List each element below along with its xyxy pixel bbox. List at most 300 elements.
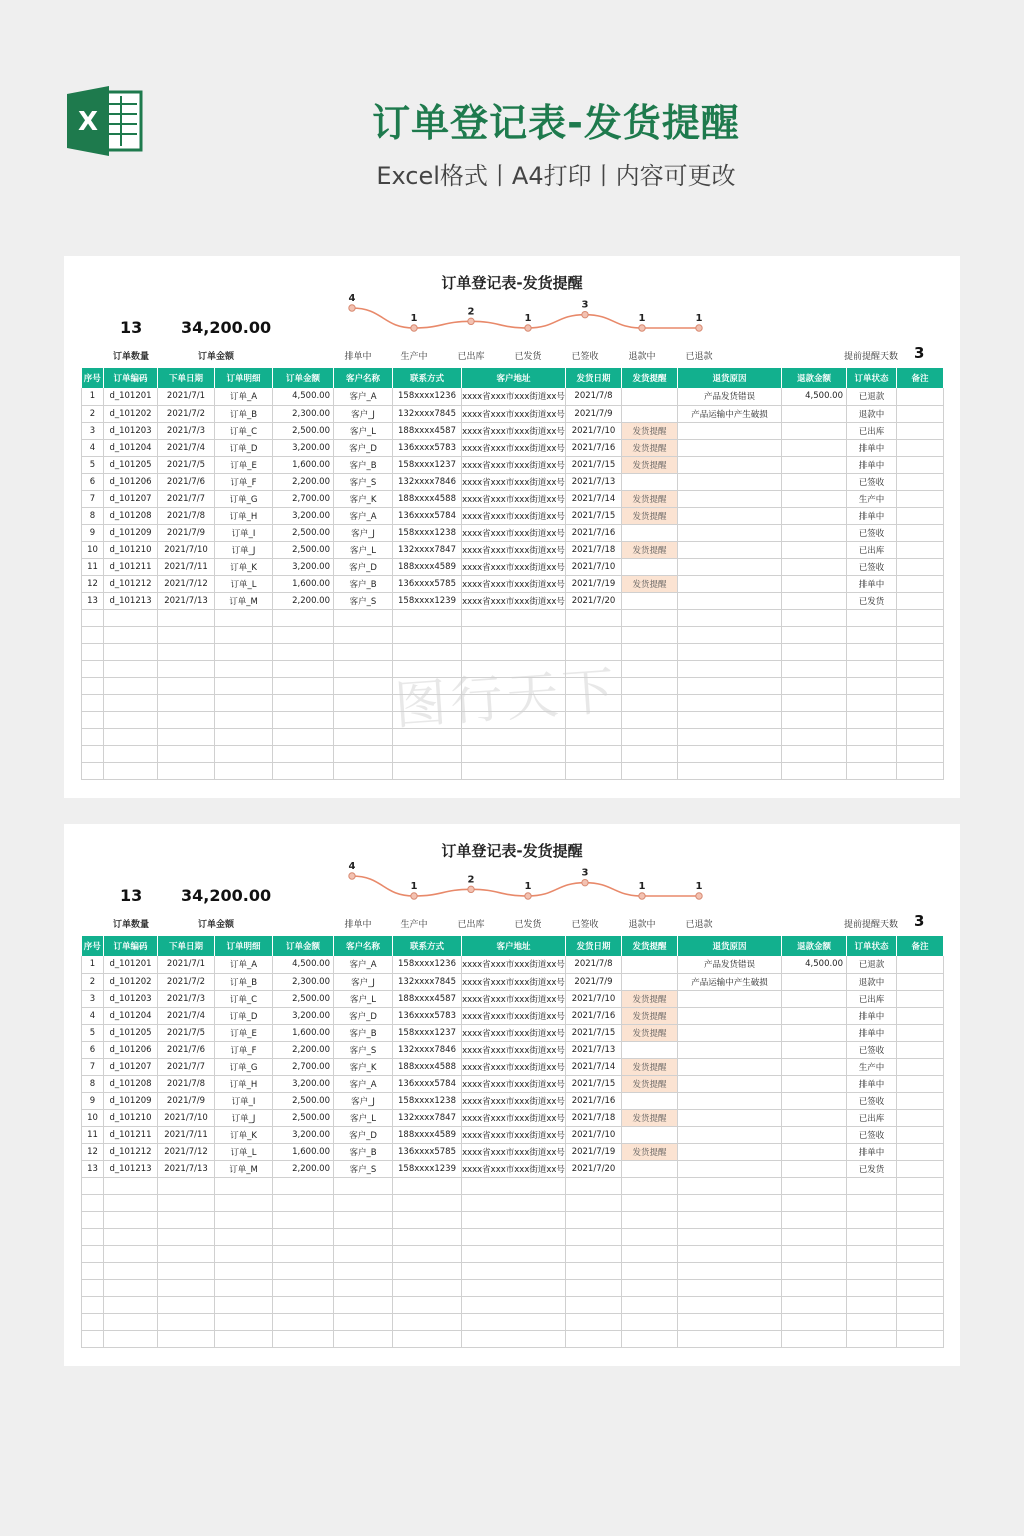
remind-days-value: 3 xyxy=(914,912,925,930)
sparkline-point xyxy=(639,893,645,899)
table-cell xyxy=(678,558,782,575)
empty-cell xyxy=(215,677,273,694)
table-cell xyxy=(897,1058,944,1075)
empty-cell xyxy=(566,1296,622,1313)
table-row xyxy=(82,541,944,558)
table-cell xyxy=(782,1041,847,1058)
table-cell: 客户_A xyxy=(334,956,393,973)
table-cell xyxy=(678,1126,782,1143)
table-cell xyxy=(678,1024,782,1041)
empty-cell xyxy=(104,1313,158,1330)
empty-cell xyxy=(334,1313,393,1330)
empty-cell xyxy=(82,1330,104,1347)
table-cell xyxy=(897,1075,944,1092)
table-cell xyxy=(622,1092,678,1109)
table-cell: 订单_F xyxy=(215,473,273,490)
empty-cell xyxy=(215,1262,273,1279)
empty-cell xyxy=(782,660,847,677)
empty-cell xyxy=(158,1262,215,1279)
table-cell: 2021/7/16 xyxy=(566,524,622,541)
table-cell: 已出库 xyxy=(847,422,897,439)
table-cell xyxy=(897,1007,944,1024)
empty-cell xyxy=(462,1330,566,1347)
column-header: 客户名称 xyxy=(334,936,393,956)
table-cell: d_101213 xyxy=(104,592,158,609)
empty-cell xyxy=(158,1296,215,1313)
table-cell: xxxx省xxx市xxx街道xx号 xyxy=(462,439,566,456)
table-cell: 订单_K xyxy=(215,1126,273,1143)
empty-cell xyxy=(897,1262,944,1279)
table-cell: 3,200.00 xyxy=(273,558,334,575)
table-cell xyxy=(782,507,847,524)
empty-cell xyxy=(782,1330,847,1347)
empty-cell xyxy=(273,1245,334,1262)
table-cell: xxxx省xxx市xxx街道xx号 xyxy=(462,541,566,558)
status-label: 生产中 xyxy=(400,352,428,362)
order-count-label: 订单数量 xyxy=(113,920,150,930)
table-cell: 2021/7/20 xyxy=(566,1160,622,1177)
empty-row xyxy=(82,643,944,660)
empty-cell xyxy=(678,1228,782,1245)
table-cell: 客户_B xyxy=(334,1143,393,1160)
status-label: 退款中 xyxy=(628,352,656,362)
table-cell: 订单_B xyxy=(215,973,273,990)
table-cell: d_101203 xyxy=(104,422,158,439)
status-label: 已出库 xyxy=(457,352,485,362)
empty-cell xyxy=(782,1279,847,1296)
table-cell: 1 xyxy=(82,388,104,405)
table-cell xyxy=(782,1109,847,1126)
empty-cell xyxy=(782,728,847,745)
table-cell: 2021/7/13 xyxy=(158,592,215,609)
table-cell: d_101209 xyxy=(104,524,158,541)
empty-cell xyxy=(158,660,215,677)
table-cell: 4,500.00 xyxy=(273,956,334,973)
empty-cell xyxy=(897,1245,944,1262)
table-header-row xyxy=(82,368,944,388)
empty-cell xyxy=(847,1228,897,1245)
empty-cell xyxy=(897,1330,944,1347)
status-label: 退款中 xyxy=(628,920,656,930)
table-cell xyxy=(782,1092,847,1109)
table-cell xyxy=(678,1007,782,1024)
table-cell: 订单_G xyxy=(215,1058,273,1075)
table-cell: 已出库 xyxy=(847,990,897,1007)
table-cell: d_101204 xyxy=(104,439,158,456)
table-cell: xxxx省xxx市xxx街道xx号 xyxy=(462,388,566,405)
table-cell xyxy=(782,1058,847,1075)
empty-cell xyxy=(462,1228,566,1245)
empty-cell xyxy=(566,626,622,643)
empty-cell xyxy=(847,1296,897,1313)
table-cell: 已签收 xyxy=(847,1041,897,1058)
status-label: 排单中 xyxy=(344,920,372,930)
remind-days-label: 提前提醒天数 xyxy=(844,352,899,362)
empty-cell xyxy=(104,1262,158,1279)
sparkline-point xyxy=(411,893,417,899)
table-cell: 客户_L xyxy=(334,541,393,558)
table-cell: 2021/7/12 xyxy=(158,575,215,592)
empty-cell xyxy=(82,762,104,779)
table-cell: 2021/7/1 xyxy=(158,956,215,973)
table-cell: 2021/7/11 xyxy=(158,1126,215,1143)
table-cell: 2,700.00 xyxy=(273,490,334,507)
empty-cell xyxy=(678,762,782,779)
table-cell: 2021/7/15 xyxy=(566,1024,622,1041)
table-cell xyxy=(897,1041,944,1058)
column-header: 订单明细 xyxy=(215,936,273,956)
empty-cell xyxy=(104,762,158,779)
empty-cell xyxy=(462,643,566,660)
table-cell: 客户_S xyxy=(334,1160,393,1177)
empty-cell xyxy=(334,609,393,626)
empty-cell xyxy=(462,1279,566,1296)
table-cell: 发货提醒 xyxy=(622,990,678,1007)
table-cell: 排单中 xyxy=(847,507,897,524)
empty-cell xyxy=(393,694,462,711)
table-cell: 2021/7/10 xyxy=(158,1109,215,1126)
table-cell: 客户_S xyxy=(334,592,393,609)
table-cell: 排单中 xyxy=(847,439,897,456)
empty-cell xyxy=(273,1228,334,1245)
table-cell: 7 xyxy=(82,1058,104,1075)
order-amount-value: 34,200.00 xyxy=(181,318,272,337)
table-row xyxy=(82,524,944,541)
column-header: 发货日期 xyxy=(566,368,622,388)
empty-cell xyxy=(462,1313,566,1330)
table-cell: 1,600.00 xyxy=(273,1143,334,1160)
column-header: 订单金额 xyxy=(273,368,334,388)
empty-cell xyxy=(82,609,104,626)
table-cell: xxxx省xxx市xxx街道xx号 xyxy=(462,405,566,422)
empty-cell xyxy=(393,762,462,779)
table-cell xyxy=(782,456,847,473)
empty-cell xyxy=(393,711,462,728)
empty-row xyxy=(82,1194,944,1211)
table-cell xyxy=(897,405,944,422)
empty-cell xyxy=(897,762,944,779)
table-cell: 2021/7/13 xyxy=(566,473,622,490)
empty-cell xyxy=(273,745,334,762)
empty-cell xyxy=(104,711,158,728)
table-cell xyxy=(782,973,847,990)
empty-cell xyxy=(847,1279,897,1296)
table-cell xyxy=(897,558,944,575)
table-cell: 已发货 xyxy=(847,592,897,609)
table-cell: 生产中 xyxy=(847,490,897,507)
sparkline-value-label: 3 xyxy=(581,299,589,311)
table-cell: 订单_J xyxy=(215,541,273,558)
table-cell: 订单_C xyxy=(215,990,273,1007)
table-cell: 6 xyxy=(82,1041,104,1058)
table-cell: 客户_B xyxy=(334,1024,393,1041)
table-cell: 生产中 xyxy=(847,1058,897,1075)
table-cell: xxxx省xxx市xxx街道xx号 xyxy=(462,973,566,990)
table-cell: 发货提醒 xyxy=(622,1024,678,1041)
empty-cell xyxy=(622,762,678,779)
table-cell: 8 xyxy=(82,1075,104,1092)
empty-cell xyxy=(897,1211,944,1228)
table-cell xyxy=(782,524,847,541)
empty-cell xyxy=(82,1296,104,1313)
table-cell xyxy=(622,973,678,990)
empty-cell xyxy=(782,643,847,660)
empty-cell xyxy=(82,677,104,694)
table-cell: 发货提醒 xyxy=(622,1075,678,1092)
table-cell: 4 xyxy=(82,1007,104,1024)
table-cell: 订单_I xyxy=(215,1092,273,1109)
table-cell: 发货提醒 xyxy=(622,439,678,456)
table-row xyxy=(82,507,944,524)
empty-cell xyxy=(566,1211,622,1228)
table-cell: 188xxxx4589 xyxy=(393,1126,462,1143)
empty-row xyxy=(82,1313,944,1330)
table-cell xyxy=(782,1075,847,1092)
empty-cell xyxy=(847,1330,897,1347)
order-amount-value: 34,200.00 xyxy=(181,886,272,905)
table-cell: 客户_A xyxy=(334,388,393,405)
empty-cell xyxy=(215,1194,273,1211)
empty-cell xyxy=(158,1228,215,1245)
table-cell: 6 xyxy=(82,473,104,490)
table-cell: d_101211 xyxy=(104,558,158,575)
table-cell xyxy=(678,490,782,507)
table-cell: 订单_G xyxy=(215,490,273,507)
table-cell: 客户_J xyxy=(334,405,393,422)
empty-cell xyxy=(393,1177,462,1194)
empty-row xyxy=(82,745,944,762)
empty-cell xyxy=(847,694,897,711)
empty-cell xyxy=(273,1330,334,1347)
table-cell: d_101205 xyxy=(104,456,158,473)
table-cell xyxy=(897,1109,944,1126)
table-cell: d_101205 xyxy=(104,1024,158,1041)
empty-cell xyxy=(273,643,334,660)
table-cell: 订单_D xyxy=(215,1007,273,1024)
table-cell: 已签收 xyxy=(847,558,897,575)
status-label: 已发货 xyxy=(514,920,542,930)
empty-cell xyxy=(462,1211,566,1228)
empty-cell xyxy=(273,626,334,643)
table-cell: xxxx省xxx市xxx街道xx号 xyxy=(462,1160,566,1177)
table-cell: 发货提醒 xyxy=(622,1058,678,1075)
empty-cell xyxy=(462,1194,566,1211)
table-cell xyxy=(782,405,847,422)
table-cell: xxxx省xxx市xxx街道xx号 xyxy=(462,490,566,507)
table-row xyxy=(82,388,944,405)
empty-cell xyxy=(215,609,273,626)
table-cell: 客户_D xyxy=(334,1007,393,1024)
table-cell: 2021/7/10 xyxy=(566,990,622,1007)
table-row xyxy=(82,1007,944,1024)
table-row xyxy=(82,558,944,575)
table-cell: 2021/7/19 xyxy=(566,1143,622,1160)
table-cell: xxxx省xxx市xxx街道xx号 xyxy=(462,1058,566,1075)
table-cell xyxy=(897,388,944,405)
table-cell: d_101202 xyxy=(104,973,158,990)
empty-cell xyxy=(104,745,158,762)
svg-text:X: X xyxy=(77,107,99,137)
empty-cell xyxy=(897,1194,944,1211)
empty-cell xyxy=(462,609,566,626)
table-cell: 订单_C xyxy=(215,422,273,439)
table-cell: 1,600.00 xyxy=(273,575,334,592)
empty-cell xyxy=(622,609,678,626)
table-cell: 发货提醒 xyxy=(622,541,678,558)
empty-cell xyxy=(462,626,566,643)
table-cell: 12 xyxy=(82,575,104,592)
table-cell: d_101209 xyxy=(104,1092,158,1109)
table-cell xyxy=(897,507,944,524)
empty-cell xyxy=(782,1211,847,1228)
empty-cell xyxy=(622,643,678,660)
table-cell: 排单中 xyxy=(847,1075,897,1092)
empty-cell xyxy=(334,1211,393,1228)
column-header: 下单日期 xyxy=(158,368,215,388)
column-header: 退货原因 xyxy=(678,936,782,956)
table-cell: 2021/7/13 xyxy=(566,1041,622,1058)
status-label: 已退款 xyxy=(685,920,713,930)
empty-cell xyxy=(104,728,158,745)
sparkline-point xyxy=(696,893,702,899)
table-cell: 158xxxx1239 xyxy=(393,592,462,609)
table-cell: xxxx省xxx市xxx街道xx号 xyxy=(462,507,566,524)
empty-cell xyxy=(897,1279,944,1296)
empty-cell xyxy=(622,1245,678,1262)
table-cell: 客户_K xyxy=(334,1058,393,1075)
sparkline-value-label: 1 xyxy=(524,881,532,892)
empty-cell xyxy=(566,1262,622,1279)
empty-cell xyxy=(215,1296,273,1313)
sparkline-value-label: 1 xyxy=(695,313,703,324)
order-count-value: 13 xyxy=(120,318,143,337)
table-cell xyxy=(678,575,782,592)
table-cell: 订单_H xyxy=(215,1075,273,1092)
table-cell: 订单_L xyxy=(215,1143,273,1160)
table-cell: 136xxxx5785 xyxy=(393,575,462,592)
sheet-title: 订单登记表-发货提醒 xyxy=(441,274,583,292)
table-cell xyxy=(678,1075,782,1092)
table-cell: 客户_S xyxy=(334,473,393,490)
table-cell: 客户_D xyxy=(334,439,393,456)
remind-days-label: 提前提醒天数 xyxy=(844,920,899,930)
empty-cell xyxy=(82,660,104,677)
table-cell: 排单中 xyxy=(847,1007,897,1024)
table-cell: 已退款 xyxy=(847,388,897,405)
table-cell: 客户_J xyxy=(334,973,393,990)
empty-cell xyxy=(393,1330,462,1347)
table-cell: 2021/7/20 xyxy=(566,592,622,609)
table-row xyxy=(82,1109,944,1126)
sparkline-value-label: 2 xyxy=(467,306,475,318)
column-header: 订单明细 xyxy=(215,368,273,388)
empty-cell xyxy=(104,1194,158,1211)
empty-cell xyxy=(897,745,944,762)
table-cell: 10 xyxy=(82,541,104,558)
empty-cell xyxy=(158,1211,215,1228)
table-cell xyxy=(622,473,678,490)
sparkline-value-label: 4 xyxy=(348,293,356,304)
table-row xyxy=(82,422,944,439)
empty-cell xyxy=(622,677,678,694)
empty-cell xyxy=(104,1228,158,1245)
empty-cell xyxy=(847,660,897,677)
table-cell: xxxx省xxx市xxx街道xx号 xyxy=(462,1041,566,1058)
empty-cell xyxy=(393,677,462,694)
empty-cell xyxy=(104,1279,158,1296)
table-cell xyxy=(782,1160,847,1177)
sheet-preview-1 xyxy=(64,256,960,798)
empty-row xyxy=(82,1262,944,1279)
table-cell: 4,500.00 xyxy=(782,956,847,973)
column-header: 退款金额 xyxy=(782,368,847,388)
table-cell: 已签收 xyxy=(847,473,897,490)
empty-cell xyxy=(393,1228,462,1245)
empty-cell xyxy=(622,1330,678,1347)
table-cell: 136xxxx5785 xyxy=(393,1143,462,1160)
table-cell: 132xxxx7846 xyxy=(393,1041,462,1058)
empty-cell xyxy=(782,1296,847,1313)
table-cell: d_101202 xyxy=(104,405,158,422)
empty-cell xyxy=(566,711,622,728)
empty-cell xyxy=(462,1245,566,1262)
empty-cell xyxy=(104,694,158,711)
sparkline-value-label: 1 xyxy=(638,313,646,324)
table-cell: xxxx省xxx市xxx街道xx号 xyxy=(462,473,566,490)
column-header: 发货提醒 xyxy=(622,936,678,956)
table-cell: 188xxxx4587 xyxy=(393,990,462,1007)
empty-cell xyxy=(215,745,273,762)
table-cell: 132xxxx7847 xyxy=(393,541,462,558)
empty-cell xyxy=(462,711,566,728)
table-cell: 2021/7/10 xyxy=(566,1126,622,1143)
table-cell xyxy=(622,388,678,405)
empty-cell xyxy=(566,694,622,711)
table-cell: 客户_J xyxy=(334,524,393,541)
empty-cell xyxy=(273,694,334,711)
table-cell xyxy=(622,524,678,541)
table-cell xyxy=(678,1160,782,1177)
empty-cell xyxy=(82,694,104,711)
status-label: 生产中 xyxy=(400,920,428,930)
table-cell xyxy=(897,541,944,558)
table-cell: 10 xyxy=(82,1109,104,1126)
table-cell xyxy=(897,1024,944,1041)
table-cell: 已退款 xyxy=(847,956,897,973)
table-cell: xxxx省xxx市xxx街道xx号 xyxy=(462,990,566,1007)
table-cell: 2,300.00 xyxy=(273,973,334,990)
table-cell: 客户_D xyxy=(334,1126,393,1143)
table-cell: 2,200.00 xyxy=(273,473,334,490)
table-cell: 订单_F xyxy=(215,1041,273,1058)
table-cell: 158xxxx1237 xyxy=(393,1024,462,1041)
table-cell: 排单中 xyxy=(847,1143,897,1160)
table-cell: 5 xyxy=(82,1024,104,1041)
sparkline-point xyxy=(525,893,531,899)
table-cell: 2021/7/14 xyxy=(566,490,622,507)
empty-cell xyxy=(897,1228,944,1245)
table-cell: 客户_D xyxy=(334,558,393,575)
table-cell: 已签收 xyxy=(847,1126,897,1143)
table-cell: 订单_H xyxy=(215,507,273,524)
empty-cell xyxy=(622,711,678,728)
table-cell: 2021/7/7 xyxy=(158,1058,215,1075)
table-cell: 2021/7/10 xyxy=(566,558,622,575)
empty-cell xyxy=(273,1296,334,1313)
table-cell xyxy=(897,439,944,456)
table-cell: 订单_E xyxy=(215,456,273,473)
table-cell: 已出库 xyxy=(847,541,897,558)
